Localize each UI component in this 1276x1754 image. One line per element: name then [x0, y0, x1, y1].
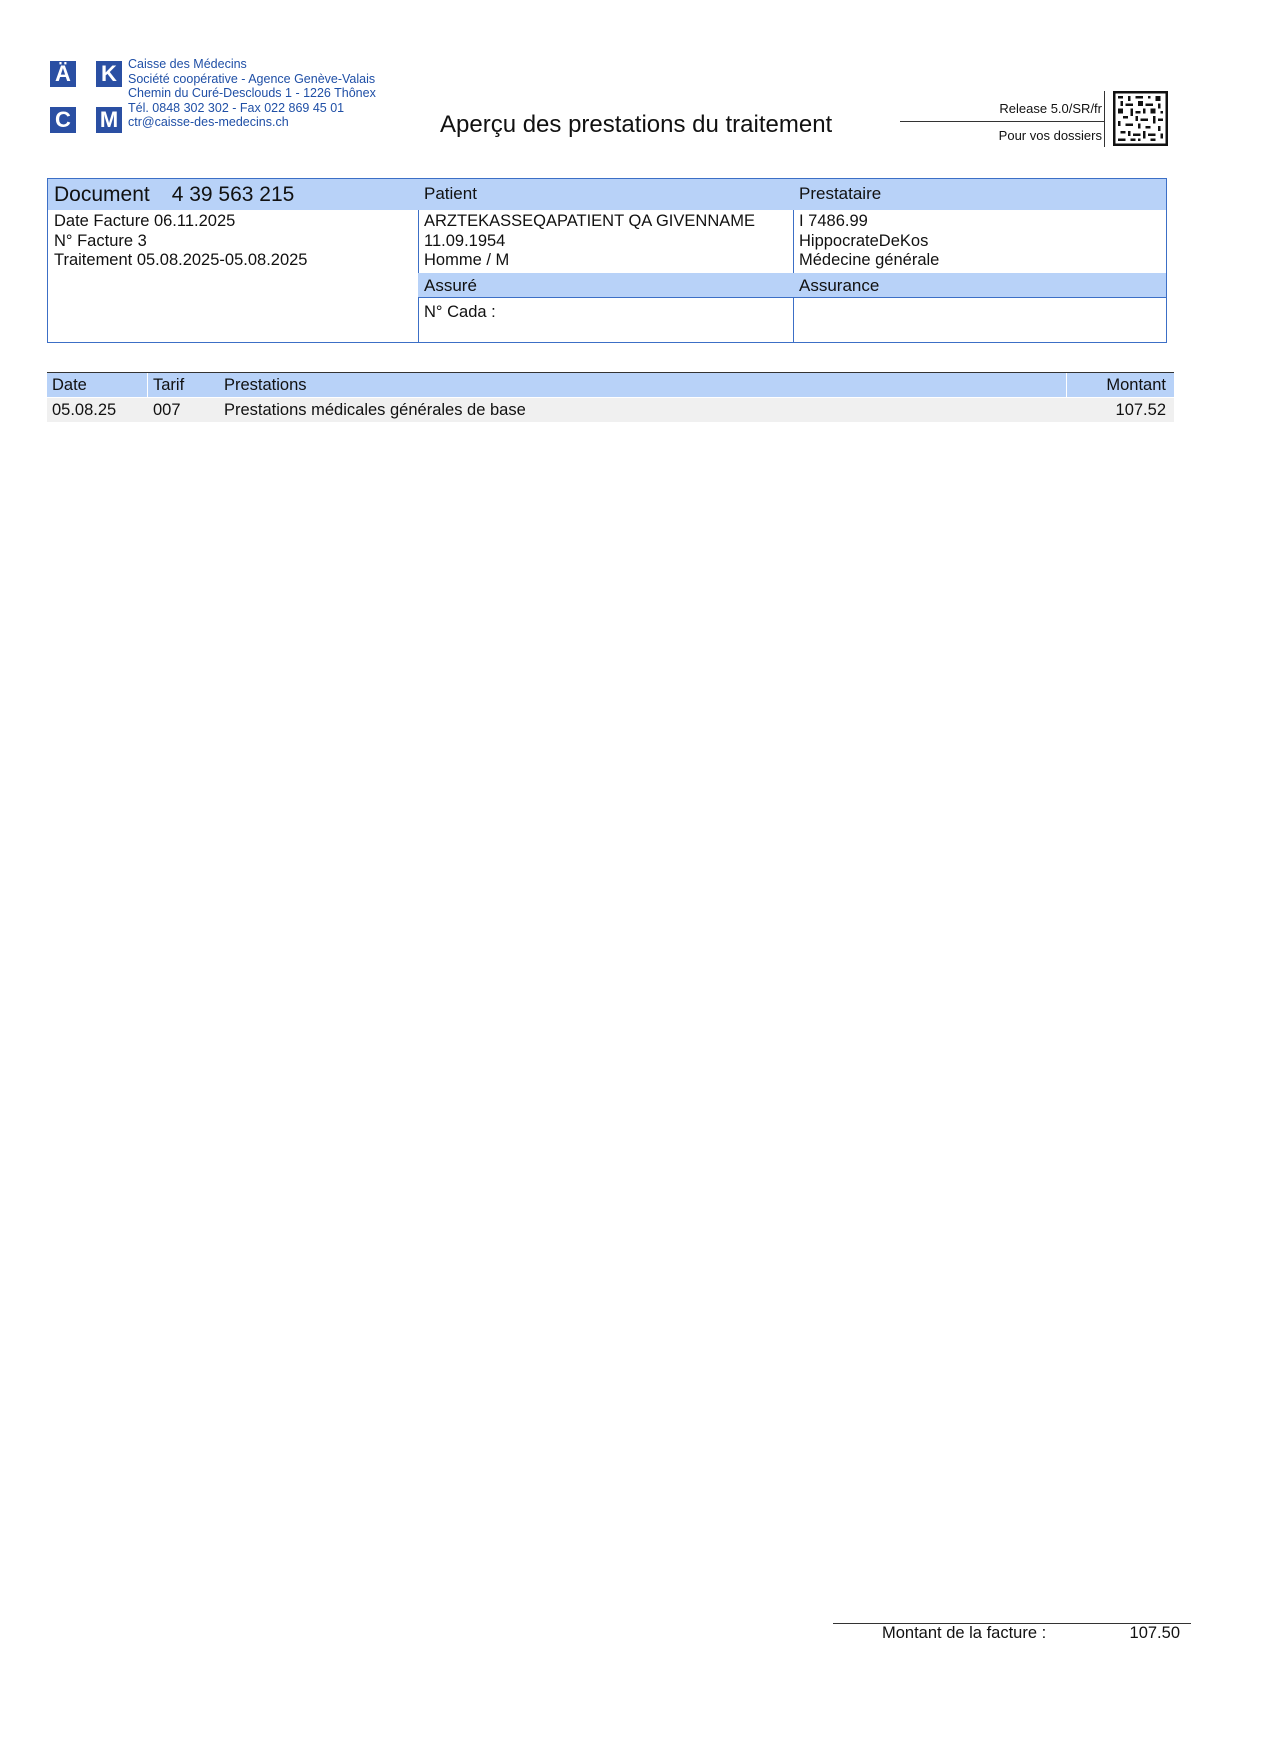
provider-name: HippocrateDeKos: [799, 231, 929, 250]
header-montant: Montant: [1106, 376, 1166, 394]
address-line: Caisse des Médecins: [128, 57, 247, 71]
provider-id: I 7486.99: [799, 212, 868, 230]
patient-column: [418, 179, 794, 342]
header-date: Date: [52, 376, 87, 394]
release-version: Release 5.0/SR/fr: [999, 101, 1102, 116]
assurance-header: Assurance: [793, 273, 1166, 298]
invoice-date: Date Facture 06.11.2025: [54, 212, 236, 230]
logo-letter-a: Ä: [50, 61, 76, 87]
page-title: Aperçu des prestations du traitement: [440, 111, 833, 138]
qr-code-icon: [1113, 91, 1168, 146]
sender-address: [128, 57, 376, 130]
document-label: Document: [54, 183, 150, 206]
address-line: Société coopérative - Agence Genève-Valais: [128, 71, 376, 86]
header-tarif: Tarif: [153, 376, 185, 394]
document-number: 4 39 563 215: [171, 183, 295, 206]
table-row: [47, 398, 1174, 422]
provider-specialty: Médecine générale: [799, 251, 940, 269]
assure-header: Assuré: [418, 273, 793, 298]
column-divider: [147, 373, 148, 397]
logo-letter-m: M: [96, 107, 122, 133]
row-prestations: Prestations médicales générales de base: [224, 401, 526, 419]
assure-details: [424, 303, 496, 323]
document-column: [48, 179, 419, 342]
prestataire-header: Prestataire: [793, 179, 1166, 210]
treatment-period: Traitement 05.08.2025-05.08.2025: [54, 251, 308, 269]
column-divider: [1066, 373, 1067, 397]
patient-sex: Homme / M: [424, 251, 510, 269]
prestataire-column: [793, 179, 1166, 342]
address-line: Tél. 0848 302 302 - Fax 022 869 45 01: [128, 100, 345, 115]
document-details: [54, 212, 308, 271]
total-amount: 107.50: [1129, 1624, 1180, 1642]
logo-letter-c: C: [50, 107, 76, 133]
header-prestations: Prestations: [224, 376, 307, 394]
patient-details: [424, 212, 755, 271]
document-info-box: [47, 178, 1167, 343]
logo-letter-k: K: [96, 61, 122, 87]
address-email-link[interactable]: ctr@caisse-des-medecins.ch: [128, 115, 289, 130]
release-vertical-divider: [1104, 91, 1105, 147]
cada-number: N° Cada :: [424, 303, 496, 321]
patient-name: ARZTEKASSEQAPATIENT QA GIVENNAME: [424, 212, 755, 230]
table-header-row: [47, 373, 1174, 397]
document-header: [48, 179, 418, 210]
row-montant: 107.52: [1115, 401, 1166, 419]
address-line: Chemin du Curé-Desclouds 1 - 1226 Thônex: [128, 86, 376, 101]
release-note: Pour vos dossiers: [998, 128, 1102, 143]
release-divider: [900, 121, 1105, 122]
patient-birthdate: 11.09.1954: [424, 231, 506, 250]
row-date: 05.08.25: [52, 401, 117, 419]
patient-header: Patient: [418, 179, 793, 210]
invoice-number: N° Facture 3: [54, 231, 147, 250]
prestataire-details: [799, 212, 939, 271]
total-label: Montant de la facture :: [882, 1624, 1047, 1642]
akcm-logo: [47, 58, 129, 140]
row-tarif: 007: [153, 401, 181, 419]
